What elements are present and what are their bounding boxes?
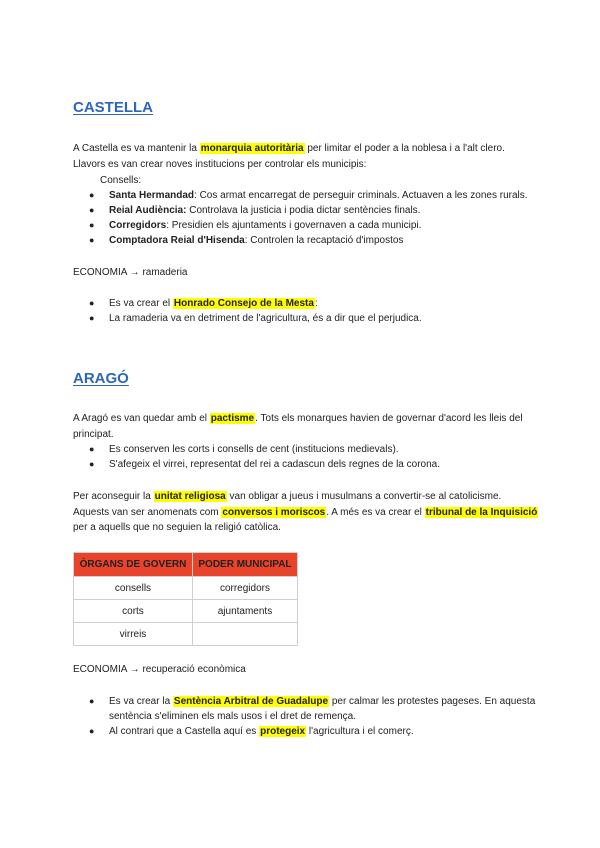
table-header-row: [74, 553, 298, 577]
arago-economia-list: [73, 694, 543, 739]
table-cell: corregidors: [192, 577, 297, 600]
item-text: : Controlen la recaptació d'impostos: [244, 235, 404, 246]
text-run: A Castella es va mantenir la: [73, 143, 200, 154]
text-run: A Aragó es van quedar amb el: [73, 413, 210, 424]
highlight-monarquia: monarquia autoritària: [200, 143, 304, 154]
list-item: [73, 233, 543, 248]
list-item: [73, 311, 543, 326]
highlight-pactisme: pactisme: [210, 413, 255, 424]
item-text: Es conserven les corts i consells de cent (institucions medievals).: [109, 444, 399, 455]
bullet-icon: ●: [89, 298, 95, 308]
bullet-icon: ●: [89, 190, 95, 200]
item-text: S'afegeix el virrei, representat del rei a cadascun dels regnes de la corona.: [109, 459, 440, 470]
highlight-inquisicio: tribunal de la Inquisició: [425, 507, 538, 518]
castella-economia-line: ECONOMIA → ramaderia: [73, 267, 188, 278]
section-title-castella: CASTELLA: [73, 99, 153, 116]
text-run: per limitar el poder a la noblesa i a l'alt clero.: [304, 143, 505, 154]
section-title-arago: ARAGÓ: [73, 370, 129, 387]
bullet-icon: ●: [89, 459, 95, 469]
bullet-icon: ●: [89, 726, 95, 736]
item-text: Controlava la justicia i podia dictar sentències finals.: [186, 205, 421, 216]
castella-economia-list: [73, 296, 543, 326]
item-term: Reial Audiència:: [109, 205, 187, 216]
table-cell: ajuntaments: [192, 600, 297, 623]
bullet-icon: ●: [89, 444, 95, 454]
text-run: . A més es va crear el: [326, 507, 425, 518]
list-item: [73, 694, 543, 724]
table-row: [74, 600, 298, 623]
bullet-icon: ●: [89, 220, 95, 230]
arago-religion-line-3: per a aquells que no seguien la religió catòlica.: [73, 522, 281, 533]
highlight-mesta: Honrado Consejo de la Mesta: [173, 298, 314, 309]
text-run: per calmar les protestes pageses. En aquesta sentència s'eliminen els mals usos i el dret de remença.: [109, 696, 536, 722]
table-header-cell: PODER MUNICIPAL: [192, 553, 297, 577]
item-term: Santa Hermandad: [109, 190, 195, 201]
arago-intro-line: [73, 411, 523, 426]
table-row: [74, 623, 298, 646]
text-run: Es va crear el: [109, 298, 173, 309]
text-run: Al contrari que a Castella aquí es: [109, 726, 260, 737]
text-run: l'agricultura i el comerç.: [306, 726, 414, 737]
list-item: [73, 188, 543, 203]
text-run: Es va crear la: [109, 696, 173, 707]
item-term: Comptadora Reial d'Hisenda: [109, 235, 245, 246]
arago-institution-list: [73, 442, 543, 472]
table-cell: virreis: [74, 623, 193, 646]
bullet-icon: ●: [89, 205, 95, 215]
castella-intro-line: [73, 141, 505, 156]
text-run: van obligar a jueus i musulmans a convertir-se al catolicisme.: [226, 491, 502, 502]
govern-table: [73, 552, 298, 646]
list-item: [73, 203, 543, 218]
castella-institutions-line: Llavors es van crear noves institucions per controlar els municipis:: [73, 159, 367, 170]
bullet-icon: ●: [89, 313, 95, 323]
arago-economia-line: ECONOMIA → recuperació econòmica: [73, 664, 246, 675]
list-item: [73, 457, 543, 472]
item-text: La ramaderia va en detriment de l'agricultura, és a dir que el perjudica.: [109, 313, 422, 324]
highlight-protegeix: protegeix: [260, 726, 306, 737]
text-run: Aquests van ser anomenats com: [73, 507, 222, 518]
arago-religion-line-1: [73, 489, 501, 504]
text-run: Per aconseguir la: [73, 491, 154, 502]
table-cell: [192, 623, 297, 646]
arago-intro-line-2: principat.: [73, 429, 114, 440]
highlight-unitat-religiosa: unitat religiosa: [154, 491, 226, 502]
text-run: . Tots els monarques havien de governar d'acord les lleis del: [255, 413, 523, 424]
highlight-guadalupe: Sentència Arbitral de Guadalupe: [173, 696, 329, 707]
highlight-conversos: conversos i moriscos: [222, 507, 326, 518]
item-term: Corregidors: [109, 220, 167, 231]
list-item: [73, 724, 543, 739]
list-item: [73, 218, 543, 233]
item-text: : Cos armat encarregat de perseguir criminals. Actuaven a les zones rurals.: [194, 190, 528, 201]
arago-religion-line-2: [73, 505, 538, 520]
table-cell: corts: [74, 600, 193, 623]
bullet-icon: ●: [89, 696, 95, 706]
table-header-cell: ÒRGANS DE GOVERN: [74, 553, 193, 577]
list-item: [73, 296, 543, 311]
item-text: : Presidien els ajuntaments i governaven a cada municipi.: [166, 220, 422, 231]
castella-institution-list: [73, 188, 543, 248]
table-cell: consells: [74, 577, 193, 600]
table-row: [74, 577, 298, 600]
bullet-icon: ●: [89, 235, 95, 245]
list-item: [73, 442, 543, 457]
consells-label: Consells:: [100, 175, 142, 186]
text-run: :: [314, 298, 318, 309]
